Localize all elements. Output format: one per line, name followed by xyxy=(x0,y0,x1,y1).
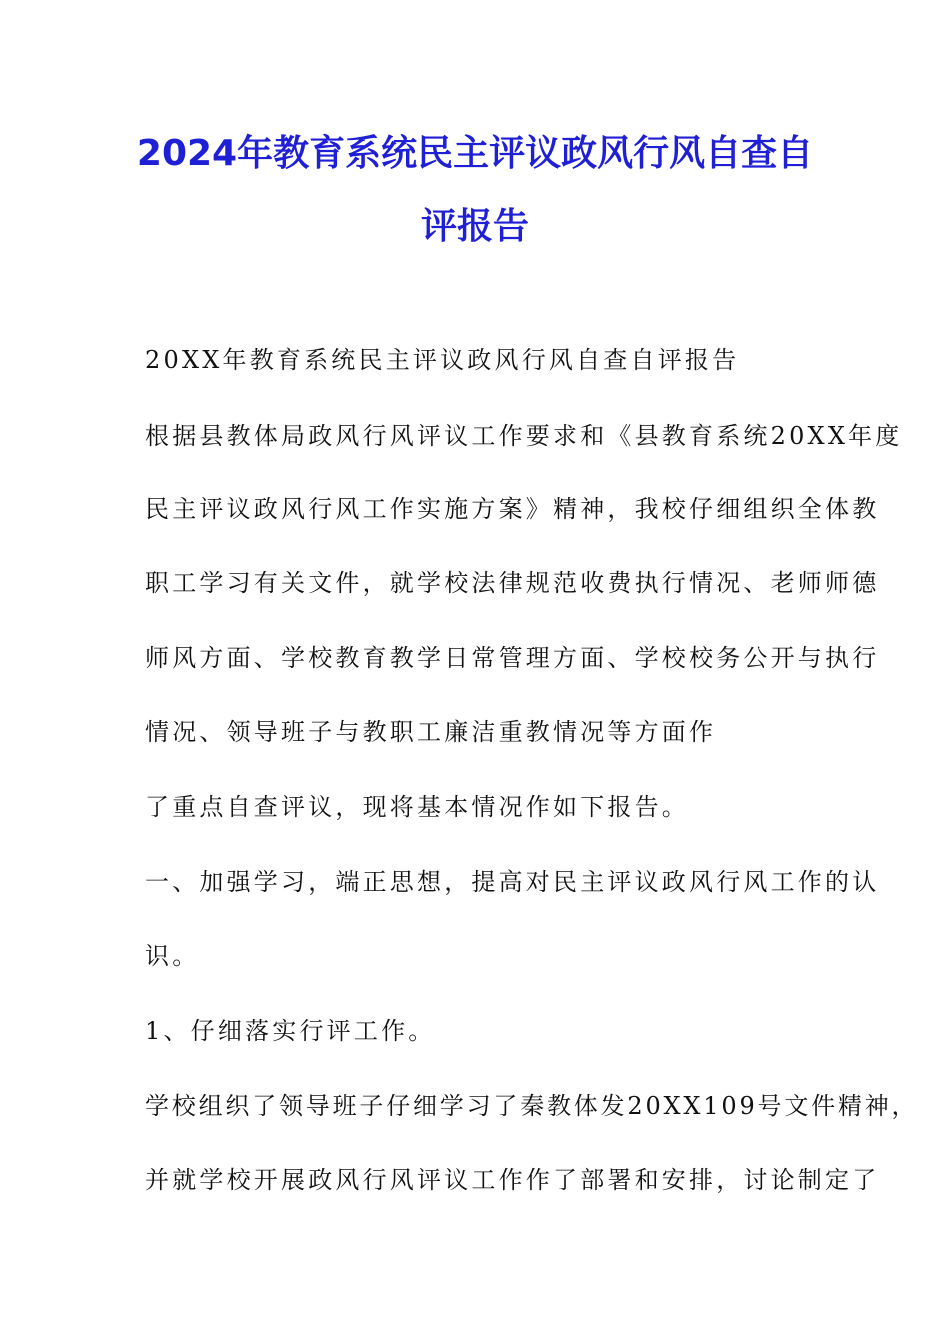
body-line: 民主评议政风行风工作实施方案》精神，我校仔细组织全体教 xyxy=(145,495,880,523)
body-line: 并就学校开展政风行风评议工作作了部署和安排，讨论制定了 xyxy=(145,1166,880,1194)
body-line: 情况、领导班子与教职工廉洁重教情况等方面作 xyxy=(145,718,717,746)
body-line: 20XX年教育系统民主评议政风行风自查自评报告 xyxy=(145,346,740,374)
body-line: 一、加强学习，端正思想，提高对民主评议政风行风工作的认 xyxy=(145,868,880,896)
document-title-line-2: 评报告 xyxy=(420,206,529,247)
document-title-line-1: 2024年教育系统民主评议政风行风自查自 xyxy=(136,133,814,174)
body-line: 职工学习有关文件，就学校法律规范收费执行情况、老师师德 xyxy=(145,569,880,597)
body-line: 师风方面、学校教育教学日常管理方面、学校校务公开与执行 xyxy=(145,644,880,672)
body-line: 学校组织了领导班子仔细学习了秦教体发20XX109号文件精神， xyxy=(145,1092,919,1120)
body-line: 识。 xyxy=(145,942,200,970)
body-line: 了重点自查评议，现将基本情况作如下报告。 xyxy=(145,793,689,821)
body-line: 1、仔细落实行评工作。 xyxy=(145,1017,436,1045)
body-line: 根据县教体局政风行风评议工作要求和《县教育系统20XX年度 xyxy=(145,422,903,450)
